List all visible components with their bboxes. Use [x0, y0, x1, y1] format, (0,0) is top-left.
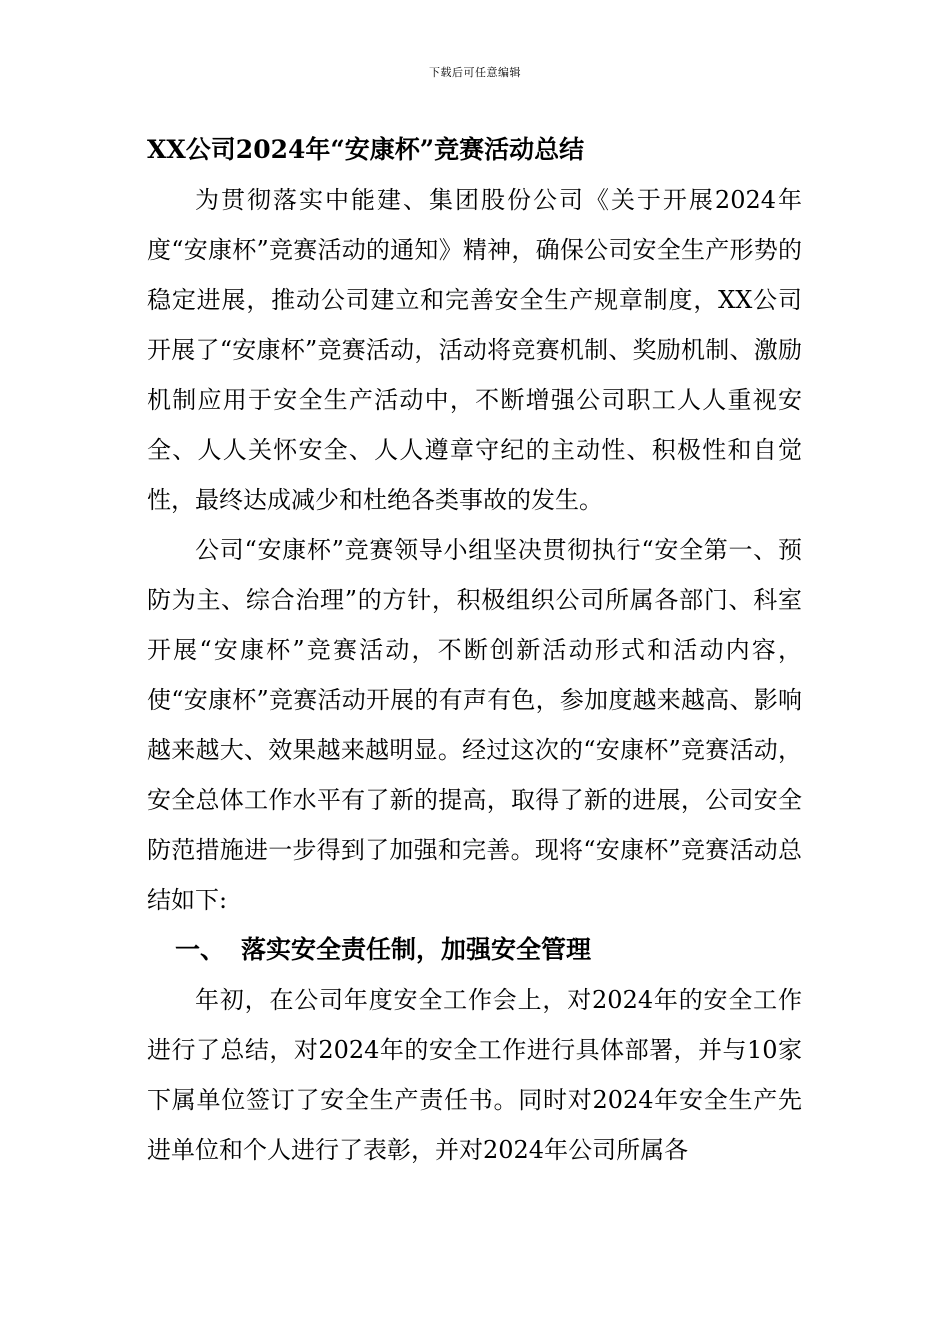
section-paragraph: 年初，在公司年度安全工作会上，对2024年的安全工作进行了总结，对2024年的安全工作进行具体部署，并与10家下属单位签订了安全生产责任书。同时对2024年安全生产先进单位和个人进行了表彰，并对2024年公司所属各 [147, 986, 802, 1164]
section-number: 一、 [175, 935, 226, 964]
section-heading [147, 925, 802, 975]
intro-paragraph: 为贯彻落实中能建、集团股份公司《关于开展2024年度“安康杯”竞赛活动的通知》精神，确保公司安全生产形势的稳定进展，推动公司建立和完善安全生产规章制度，XX公司开展了“安康杯”竞赛活动，活动将竞赛机制、奖励机制、激励机制应用于安全生产活动中，不断增强公司职工人人重视安全、人人关怀安全、人人遵章守纪的主动性、积极性和自觉性，最终达成减少和杜绝各类事故的发生。 [147, 186, 802, 514]
section-title: 落实安全责任制，加强安全管理 [241, 935, 592, 964]
page-header-note: 下载后可任意编辑 [429, 66, 521, 79]
overview-paragraph: 公司“安康杯”竞赛领导小组坚决贯彻执行“安全第一、预防为主、综合治理”的方针，积极组织公司所属各部门、科室开展“安康杯”竞赛活动，不断创新活动形式和活动内容，使“安康杯”竞赛活动开展的有声有色，参加度越来越高、影响越来越大、效果越来越明显。经过这次的“安康杯”竞赛活动，安全总体工作水平有了新的提高，取得了新的进展，公司安全防范措施进一步得到了加强和完善。现将“安康杯”竞赛活动总结如下: [147, 536, 802, 914]
document-title: XX公司2024年“安康杯”竞赛活动总结 [147, 135, 585, 164]
document-body [147, 175, 802, 1175]
